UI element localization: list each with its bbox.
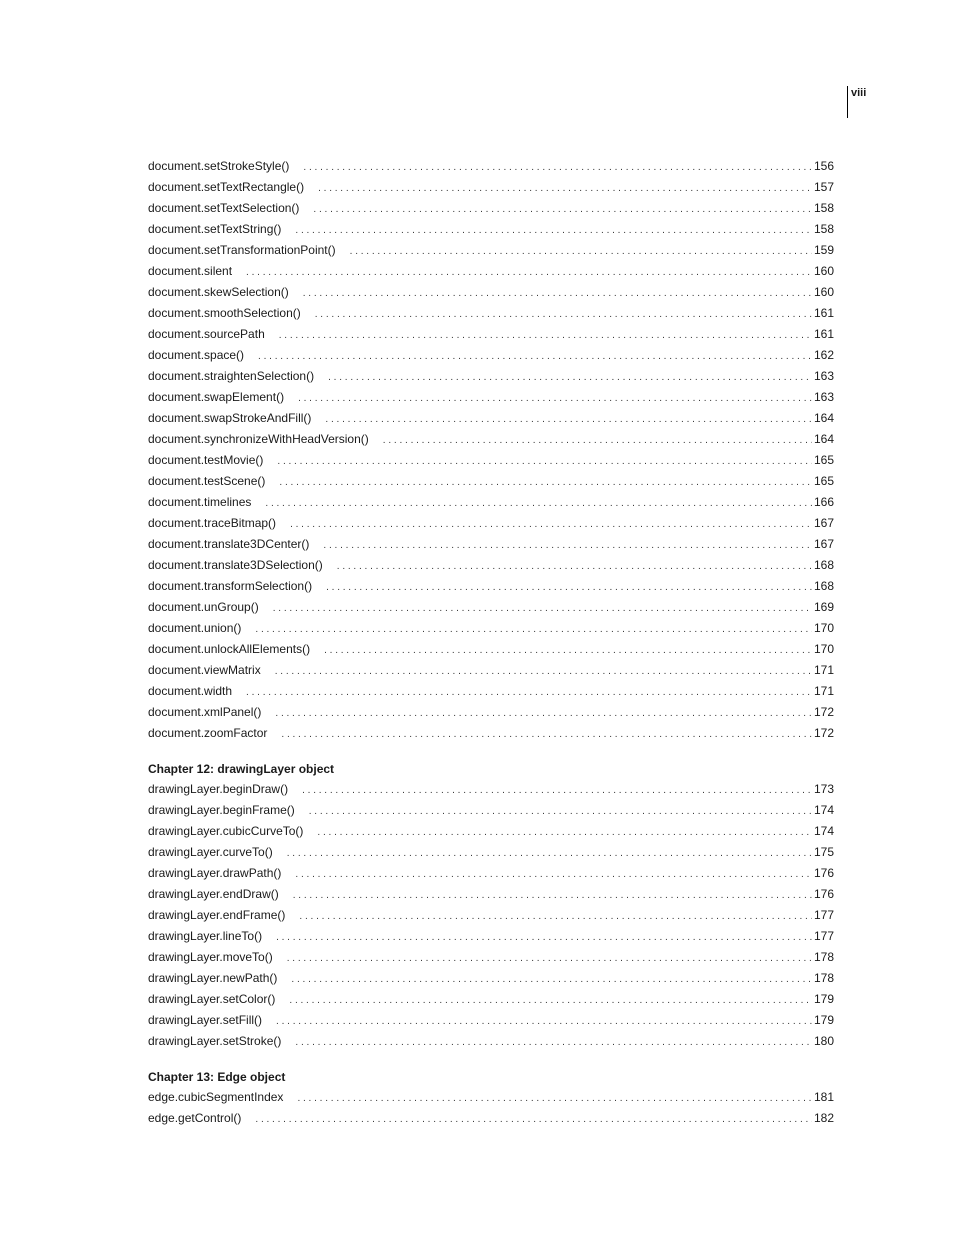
toc-entry-name: drawingLayer.setColor() — [148, 992, 276, 1006]
toc-entry-name: document.skewSelection() — [148, 285, 289, 299]
dot-leader — [265, 493, 812, 514]
toc-entry-page: 163 — [813, 369, 834, 383]
toc-entry[interactable] — [148, 702, 834, 723]
toc-entry-page: 164 — [813, 432, 834, 446]
dot-leader — [303, 157, 812, 178]
toc-entry-page: 158 — [813, 222, 834, 236]
toc-entry-name: document.union() — [148, 621, 242, 635]
toc-entry-page: 161 — [813, 306, 834, 320]
toc-entry[interactable] — [148, 926, 834, 947]
dot-leader — [281, 724, 812, 745]
toc-entry[interactable] — [148, 884, 834, 905]
toc-entry-page: 170 — [813, 642, 834, 656]
dot-leader — [287, 843, 812, 864]
chapter-heading: Chapter 12: drawingLayer object — [148, 762, 335, 776]
dot-leader — [295, 1032, 812, 1053]
toc-entry-page: 182 — [813, 1111, 834, 1125]
dot-leader — [276, 1011, 812, 1032]
dot-leader — [246, 682, 812, 703]
toc-entry-page: 167 — [813, 516, 834, 530]
toc-entry-name: document.setStrokeStyle() — [148, 159, 290, 173]
toc-section — [148, 1067, 834, 1129]
toc-entry[interactable] — [148, 660, 834, 681]
toc-entry-name: document.swapStrokeAndFill() — [148, 411, 312, 425]
toc-entry[interactable] — [148, 1108, 834, 1129]
toc-entry[interactable] — [148, 1031, 834, 1052]
toc-entry-page: 181 — [813, 1090, 834, 1104]
dot-leader — [276, 927, 812, 948]
dot-leader — [255, 619, 812, 640]
toc-entry-page: 174 — [813, 824, 834, 838]
toc-entry-name: drawingLayer.curveTo() — [148, 845, 273, 859]
toc-entry[interactable] — [148, 681, 834, 702]
toc-entry-page: 178 — [813, 971, 834, 985]
dot-leader — [279, 472, 812, 493]
toc-entry-name: document.xmlPanel() — [148, 705, 262, 719]
page-number-rule — [847, 86, 848, 118]
dot-leader — [275, 661, 812, 682]
toc-entry-page: 178 — [813, 950, 834, 964]
dot-leader — [287, 948, 812, 969]
toc-entry-page: 166 — [813, 495, 834, 509]
toc-entry-page: 176 — [813, 866, 834, 880]
toc-entry-page: 176 — [813, 887, 834, 901]
toc-entry-page: 174 — [813, 803, 834, 817]
toc-entry[interactable] — [148, 240, 834, 261]
toc-section — [148, 759, 834, 1052]
toc-entry-name: document.translate3DCenter() — [148, 537, 310, 551]
toc-entry[interactable] — [148, 639, 834, 660]
toc-entry[interactable] — [148, 597, 834, 618]
toc-entry-page: 159 — [813, 243, 834, 257]
dot-leader — [279, 325, 812, 346]
dot-leader — [350, 241, 812, 262]
dot-leader — [317, 822, 812, 843]
toc-entry-page: 172 — [813, 705, 834, 719]
toc-entry[interactable] — [148, 198, 834, 219]
toc-entry-page: 169 — [813, 600, 834, 614]
toc-entry[interactable] — [148, 450, 834, 471]
toc-entry-name: document.testScene() — [148, 474, 266, 488]
toc-entry-page: 157 — [813, 180, 834, 194]
toc-entry-page: 180 — [813, 1034, 834, 1048]
toc-entry[interactable] — [148, 366, 834, 387]
toc-entry-name: document.translate3DSelection() — [148, 558, 323, 572]
toc-entry-page: 160 — [813, 264, 834, 278]
toc-entry-name: drawingLayer.setStroke() — [148, 1034, 282, 1048]
toc-entry-name: document.testMovie() — [148, 453, 264, 467]
toc-entry-name: document.smoothSelection() — [148, 306, 301, 320]
toc-entry-page: 163 — [813, 390, 834, 404]
dot-leader — [303, 283, 812, 304]
dot-leader — [298, 388, 812, 409]
toc-entry-name: document.setTextRectangle() — [148, 180, 305, 194]
toc-entry-name: drawingLayer.beginFrame() — [148, 803, 295, 817]
toc-entry-page: 161 — [813, 327, 834, 341]
toc-entry[interactable] — [148, 905, 834, 926]
dot-leader — [315, 304, 812, 325]
dot-leader — [337, 556, 812, 577]
toc-entry-name: drawingLayer.newPath() — [148, 971, 278, 985]
toc-entry-page: 177 — [813, 929, 834, 943]
chapter-heading: Chapter 13: Edge object — [148, 1070, 286, 1084]
dot-leader — [246, 262, 812, 283]
toc-entry-page: 167 — [813, 537, 834, 551]
toc-entry-name: document.setTextString() — [148, 222, 282, 236]
dot-leader — [289, 990, 812, 1011]
toc-entry-name: drawingLayer.beginDraw() — [148, 782, 289, 796]
toc-entry-name: document.synchronizeWithHeadVersion() — [148, 432, 369, 446]
toc-entry-page: 165 — [813, 453, 834, 467]
dot-leader — [313, 199, 812, 220]
toc-entry-name: document.swapElement() — [148, 390, 285, 404]
dot-leader — [291, 969, 812, 990]
toc-entry-name: document.transformSelection() — [148, 579, 313, 593]
dot-leader — [328, 367, 812, 388]
toc-section — [148, 156, 834, 744]
toc-entry[interactable] — [148, 1087, 834, 1108]
toc-entry[interactable] — [148, 989, 834, 1010]
toc-entry[interactable] — [148, 576, 834, 597]
toc-entry-page: 171 — [813, 663, 834, 677]
toc-entry-name: document.traceBitmap() — [148, 516, 277, 530]
dot-leader — [302, 780, 812, 801]
dot-leader — [295, 220, 812, 241]
toc-entry-page: 170 — [813, 621, 834, 635]
dot-leader — [326, 577, 812, 598]
toc-entry[interactable] — [148, 779, 834, 800]
dot-leader — [318, 178, 812, 199]
dot-leader — [275, 703, 812, 724]
toc-entry-page: 168 — [813, 558, 834, 572]
toc-entry-name: drawingLayer.endDraw() — [148, 887, 279, 901]
toc-entry[interactable] — [148, 471, 834, 492]
dot-leader — [299, 906, 812, 927]
toc-entry-name: edge.cubicSegmentIndex — [148, 1090, 284, 1104]
dot-leader — [273, 598, 812, 619]
toc-entry-page: 164 — [813, 411, 834, 425]
toc-entry-page: 179 — [813, 1013, 834, 1027]
toc-entry[interactable] — [148, 555, 834, 576]
dot-leader — [297, 1088, 812, 1109]
dot-leader — [324, 640, 812, 661]
dot-leader — [255, 1109, 812, 1130]
toc-entry-name: document.silent — [148, 264, 233, 278]
toc-entry[interactable] — [148, 303, 834, 324]
toc-entry[interactable] — [148, 492, 834, 513]
toc-entry[interactable] — [148, 968, 834, 989]
toc-entry-name: drawingLayer.lineTo() — [148, 929, 263, 943]
dot-leader — [383, 430, 812, 451]
toc-entry-name: document.width — [148, 684, 233, 698]
dot-leader — [290, 514, 812, 535]
toc-entry-page: 158 — [813, 201, 834, 215]
toc-entry[interactable] — [148, 408, 834, 429]
toc-entry[interactable] — [148, 219, 834, 240]
toc-entry[interactable] — [148, 947, 834, 968]
toc-entry-name: document.straightenSelection() — [148, 369, 315, 383]
toc-entry[interactable] — [148, 387, 834, 408]
toc-entry-page: 162 — [813, 348, 834, 362]
toc-entry[interactable] — [148, 800, 834, 821]
toc-entry[interactable] — [148, 156, 834, 177]
toc-entry[interactable] — [148, 821, 834, 842]
dot-leader — [258, 346, 812, 367]
toc-entry[interactable] — [148, 324, 834, 345]
toc-entry-page: 171 — [813, 684, 834, 698]
toc-entry-name: document.setTextSelection() — [148, 201, 300, 215]
toc-entry[interactable] — [148, 842, 834, 863]
dot-leader — [309, 801, 812, 822]
toc-entry-page: 156 — [813, 159, 834, 173]
toc-entry-name: document.zoomFactor — [148, 726, 268, 740]
toc-entry-name: edge.getControl() — [148, 1111, 242, 1125]
toc-entry-name: document.space() — [148, 348, 245, 362]
dot-leader — [277, 451, 812, 472]
toc-entry[interactable] — [148, 534, 834, 555]
toc-entry-name: document.timelines — [148, 495, 252, 509]
dot-leader — [325, 409, 812, 430]
toc-entry[interactable] — [148, 513, 834, 534]
toc-entry[interactable] — [148, 282, 834, 303]
toc-entry[interactable] — [148, 1010, 834, 1031]
toc-entry-name: drawingLayer.endFrame() — [148, 908, 286, 922]
toc-entry-name: document.unGroup() — [148, 600, 259, 614]
toc-entry[interactable] — [148, 345, 834, 366]
toc-entry-name: document.unlockAllElements() — [148, 642, 311, 656]
toc-entry[interactable] — [148, 618, 834, 639]
table-of-contents — [148, 156, 834, 1129]
toc-entry-page: 179 — [813, 992, 834, 1006]
toc-entry-name: drawingLayer.setFill() — [148, 1013, 263, 1027]
toc-entry-page: 172 — [813, 726, 834, 740]
toc-entry-page: 168 — [813, 579, 834, 593]
toc-entry-page: 165 — [813, 474, 834, 488]
toc-entry[interactable] — [148, 863, 834, 884]
toc-entry-name: document.setTransformationPoint() — [148, 243, 336, 257]
dot-leader — [293, 885, 812, 906]
toc-entry-name: drawingLayer.cubicCurveTo() — [148, 824, 304, 838]
toc-entry-name: drawingLayer.moveTo() — [148, 950, 273, 964]
toc-entry-name: document.viewMatrix — [148, 663, 261, 677]
toc-entry[interactable] — [148, 261, 834, 282]
toc-entry-name: document.sourcePath — [148, 327, 265, 341]
page-number: viii — [851, 87, 867, 99]
toc-entry-name: drawingLayer.drawPath() — [148, 866, 282, 880]
dot-leader — [323, 535, 812, 556]
toc-entry-page: 160 — [813, 285, 834, 299]
toc-entry-page: 175 — [813, 845, 834, 859]
toc-entry[interactable] — [148, 723, 834, 744]
dot-leader — [295, 864, 812, 885]
toc-entry[interactable] — [148, 429, 834, 450]
toc-entry-page: 173 — [813, 782, 834, 796]
toc-entry-page: 177 — [813, 908, 834, 922]
toc-entry[interactable] — [148, 177, 834, 198]
